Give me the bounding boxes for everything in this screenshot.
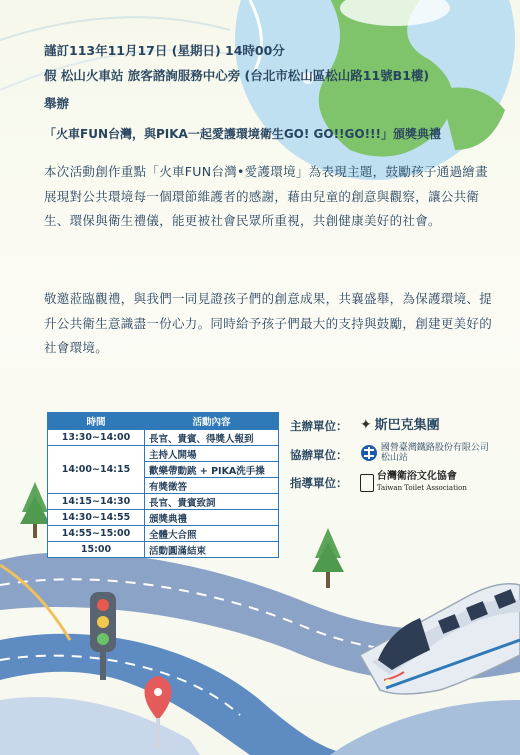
guide-org-name: 台灣衛浴文化協會 <box>376 471 457 482</box>
co-organizer-name: 國營臺灣鐵路股份有限公司 <box>380 443 489 453</box>
table-row <box>48 446 279 462</box>
schedule-item: 長官、貴賓、得獎人報到 <box>145 430 279 446</box>
guide-org-name-en: Taiwan Toilet Association <box>376 484 467 492</box>
schedule-item: 歡樂帶動跳 + PIKA洗手操 <box>145 462 279 478</box>
host-org <box>360 414 440 433</box>
schedule-item: 長官、貴賓致詞 <box>145 494 279 510</box>
host-label: 主辦單位： <box>290 419 348 433</box>
guide-org <box>360 471 467 494</box>
globe-illustration <box>235 0 515 180</box>
schedule-item: 全體大合照 <box>145 526 279 542</box>
schedule-header-row <box>48 413 279 430</box>
toilet-association-logo-icon <box>360 474 374 492</box>
co-organizer-station: 松山站 <box>380 453 408 463</box>
schedule-item: 主持人開場 <box>145 446 279 462</box>
schedule-time: 13:30~14:00 <box>48 430 145 446</box>
schedule-item: 活動圓滿結束 <box>145 542 279 558</box>
event-datetime: 謹訂113年11月17日 (星期日) 14時00分 <box>44 43 285 58</box>
table-row <box>48 542 279 558</box>
table-row <box>48 526 279 542</box>
event-host-verb: 舉辦 <box>44 96 70 111</box>
schedule-item: 有獎徵答 <box>145 478 279 494</box>
invitation-paragraph: 敬邀蒞臨觀禮，與我們一同見證孩子們的創意成果，共襄盛舉，為保護環境、提升公共衛生意識盡一份心力。同時給予孩子們最大的支持與鼓勵，創建更美好的社會環境。 <box>44 291 493 355</box>
table-row <box>48 510 279 526</box>
schedule-header-activity: 活動內容 <box>145 413 279 430</box>
co-organizer-label: 協辦單位： <box>290 448 348 462</box>
schedule-time: 14:30~14:55 <box>48 510 145 526</box>
sparkle-logo-icon: ✦ <box>360 417 372 433</box>
event-title: 「火車FUN台灣，與PIKA一起愛護環境衛生GO! GO!!GO!!!」頒獎典禮 <box>44 127 441 141</box>
co-organizer <box>360 443 489 463</box>
tree-right <box>312 528 344 588</box>
intro-paragraph: 本次活動創作重點「火車FUN台灣•愛護環境」為表現主題，鼓勵孩子通過繪畫展現對公共環境每一個環節維護者的感謝，藉由兒童的創意與觀察，讓公共衛生、環保與衛生禮儀，能更被社會民眾所重視，共創健康美好的社會。 <box>44 164 488 228</box>
tree-left <box>20 482 50 538</box>
table-row <box>48 430 279 446</box>
schedule-time: 15:00 <box>48 542 145 558</box>
event-venue: 假 松山火車站 旅客諮詢服務中心旁 (台北市松山區松山路11號B1樓) <box>44 68 430 83</box>
schedule-time: 14:00~14:15 <box>48 446 145 494</box>
railway-logo-icon <box>360 444 378 462</box>
host-org-name: 斯巴克集團 <box>374 418 440 433</box>
schedule-header-time: 時間 <box>48 413 145 430</box>
table-row <box>48 494 279 510</box>
schedule-item: 頒獎典禮 <box>145 510 279 526</box>
schedule-time: 14:55~15:00 <box>48 526 145 542</box>
schedule-time: 14:15~14:30 <box>48 494 145 510</box>
schedule-table <box>47 412 279 558</box>
guide-label: 指導單位： <box>290 476 348 490</box>
